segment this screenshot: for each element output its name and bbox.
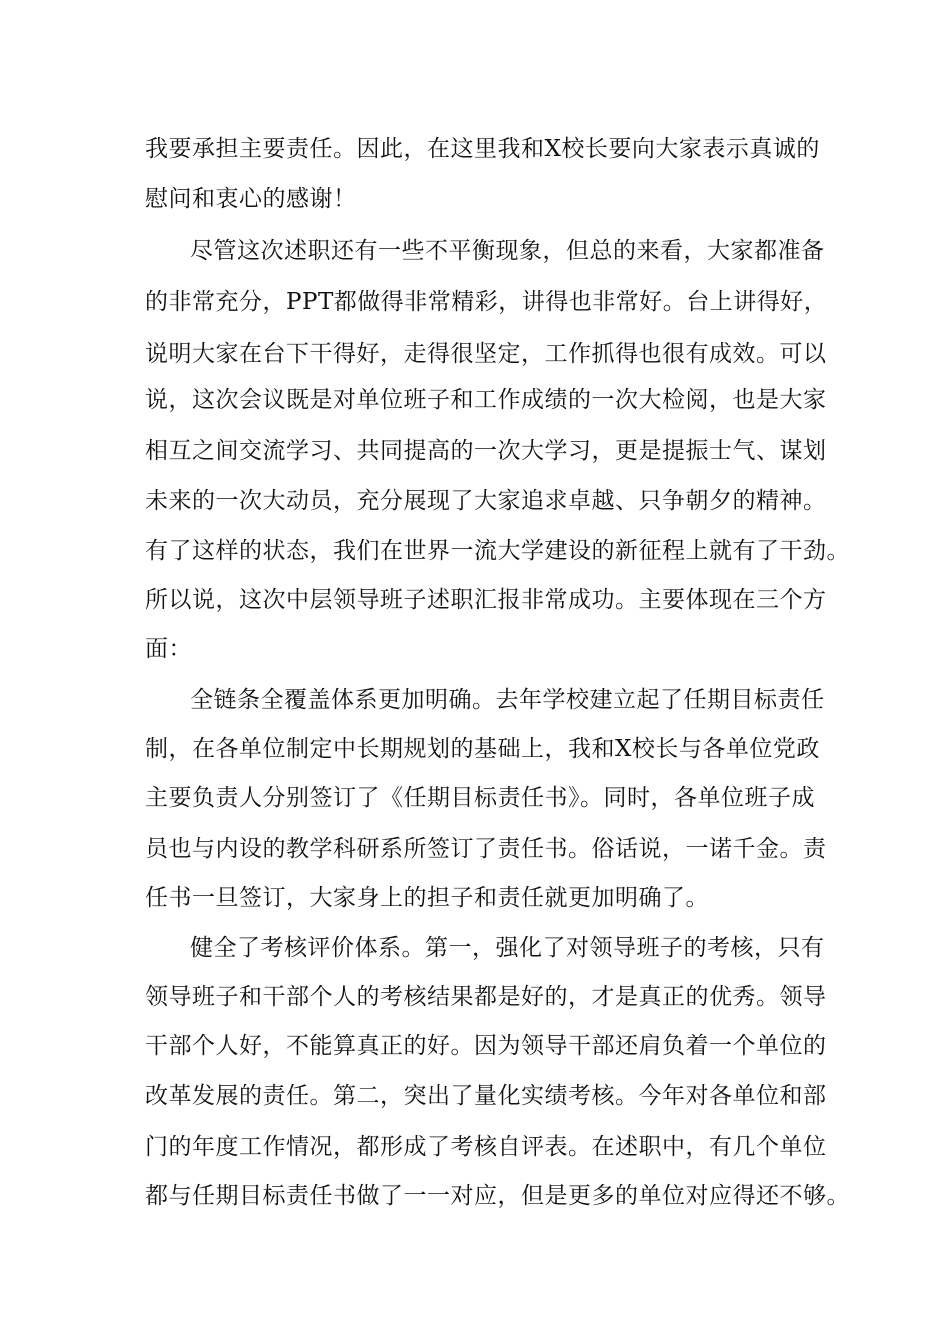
text-line: 领导班子和干部个人的考核结果都是好的，才是真正的优秀。领导 [145, 984, 827, 1010]
text-line: 干部个人好，不能算真正的好。因为领导干部还肩负着一个单位的 [145, 1033, 827, 1059]
text-line: 任书一旦签订，大家身上的担子和责任就更加明确了。 [145, 885, 709, 911]
text-line: 说明大家在台下干得好，走得很坚定，工作抓得也很有成效。可以 [145, 341, 827, 367]
text-line: 改革发展的责任。第二，突出了量化实绩考核。今年对各单位和部 [145, 1083, 827, 1109]
text-line: 制，在各单位制定中长期规划的基础上，我和X校长与各单位党政 [145, 736, 820, 762]
text-line: 都与任期目标责任书做了一一对应，但是更多的单位对应得还不够。 [145, 1183, 850, 1209]
text-line: 门的年度工作情况，都形成了考核自评表。在述职中，有几个单位 [145, 1134, 827, 1160]
text-line: 有了这样的状态，我们在世界一流大学建设的新征程上就有了干劲。 [145, 538, 850, 564]
text-line: 的非常充分，PPT都做得非常精彩，讲得也非常好。台上讲得好， [145, 289, 828, 315]
paragraph-first-line: 健全了考核评价体系。第一，强化了对领导班子的考核，只有 [190, 935, 825, 961]
paragraph-first-line: 全链条全覆盖体系更加明确。去年学校建立起了任期目标责任 [190, 687, 825, 713]
text-line: 主要负责人分别签订了《任期目标责任书》。同时，各单位班子成 [145, 785, 815, 811]
text-line: 慰问和衷心的感谢！ [145, 186, 357, 212]
text-line: 所以说，这次中层领导班子述职汇报非常成功。主要体现在三个方 [145, 587, 827, 613]
text-line: 相互之间交流学习、共同提高的一次大学习，更是提振士气、谋划 [145, 438, 827, 464]
text-line: 面： [145, 636, 192, 662]
paragraph-first-line: 尽管这次述职还有一些不平衡现象，但总的来看，大家都准备 [190, 238, 825, 264]
text-line: 说，这次会议既是对单位班子和工作成绩的一次大检阅，也是大家 [145, 387, 827, 413]
text-line: 员也与内设的教学科研系所签订了责任书。俗话说，一诺千金。责 [145, 836, 827, 862]
text-line: 我要承担主要责任。因此，在这里我和X校长要向大家表示真诚的 [145, 136, 820, 162]
text-line: 未来的一次大动员，充分展现了大家追求卓越、只争朝夕的精神。 [145, 488, 827, 514]
